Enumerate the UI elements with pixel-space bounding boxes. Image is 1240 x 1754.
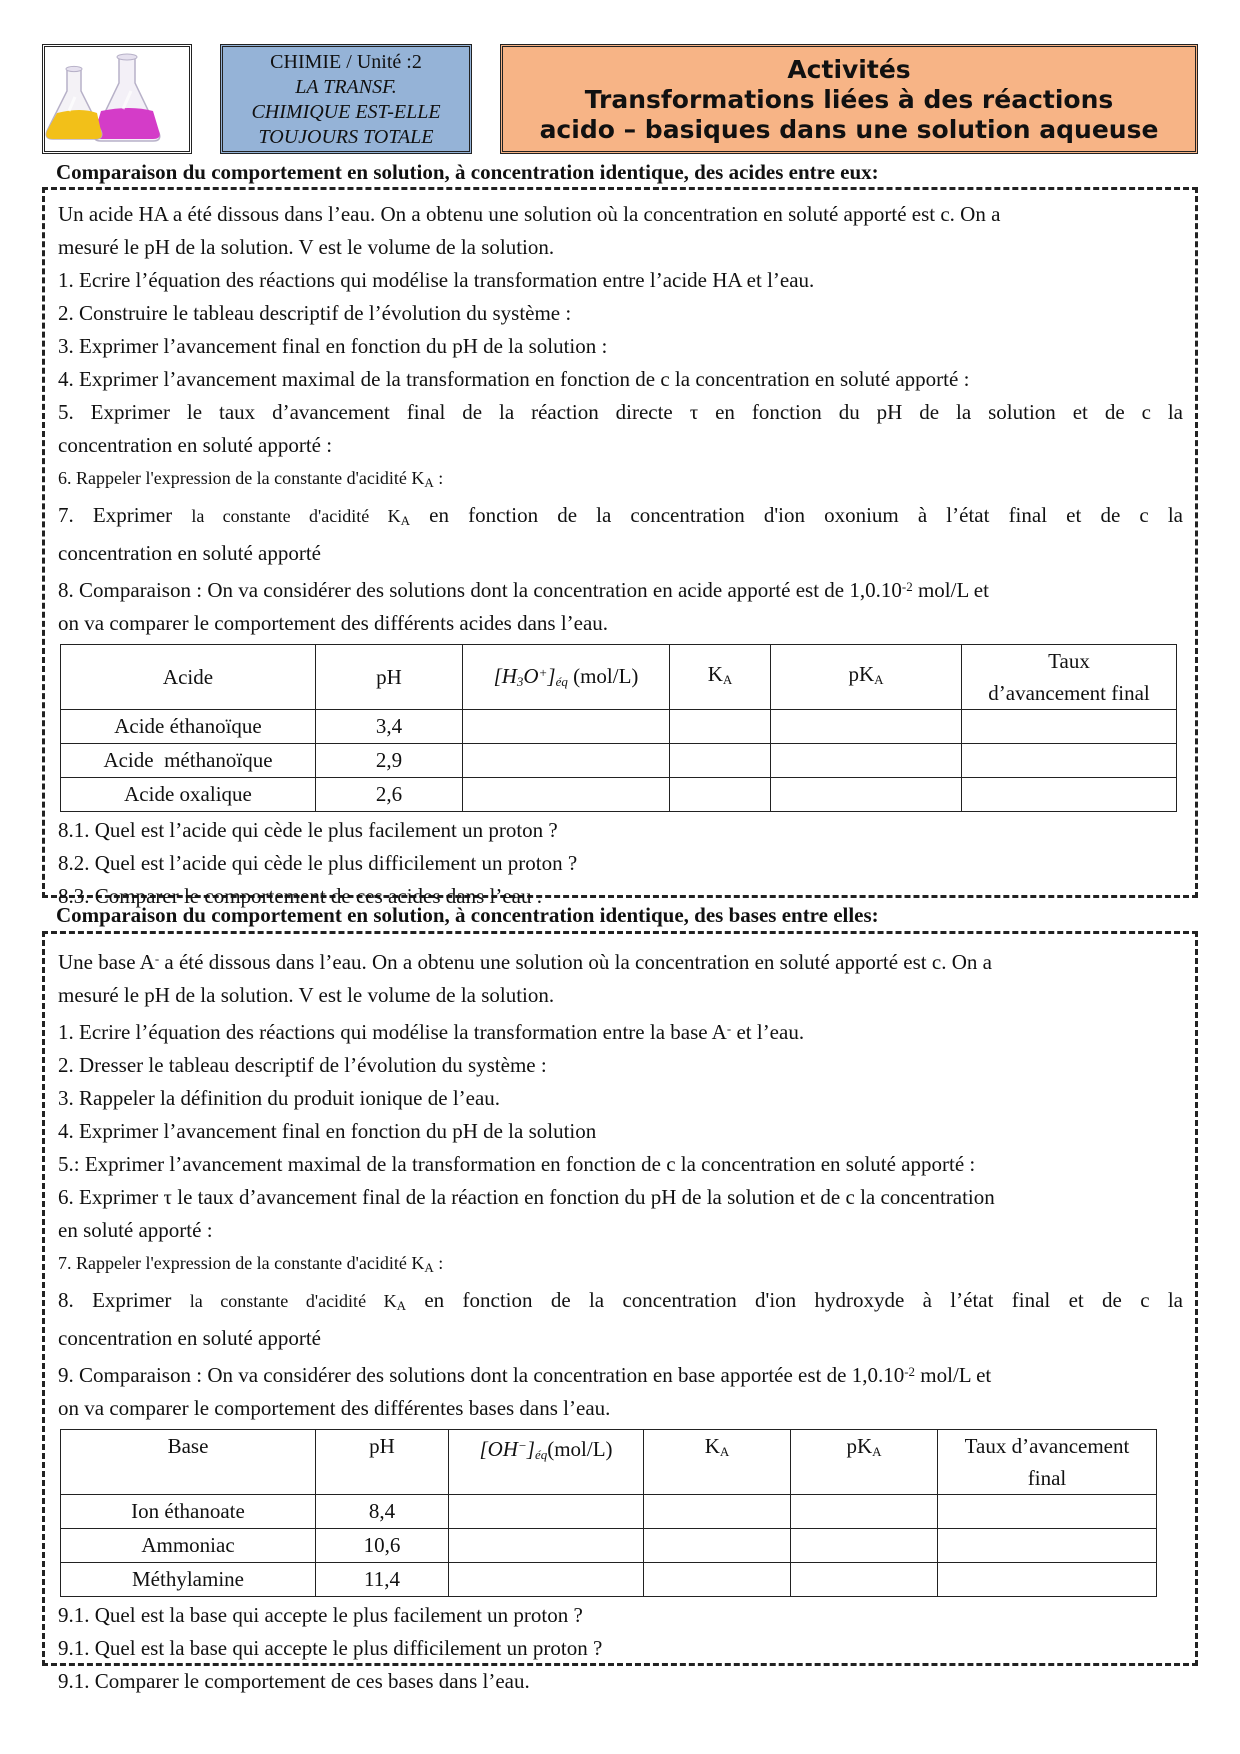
bases-question-8-cont: concentration en soluté apporté [58,1326,321,1350]
bases-question-3: 3. Rappeler la définition du produit ionique de l’eau. [58,1086,501,1110]
unit-box [220,44,472,154]
table-header-row [61,1430,1157,1495]
col-header-ph: pH [316,645,463,710]
acid-ph-cell: 2,6 [316,778,463,812]
acids-question-5-cont: concentration en soluté apporté : [58,433,333,457]
base-ph-cell: 11,4 [316,1563,449,1597]
acids-box [42,187,1198,908]
empty-cell [449,1529,644,1563]
empty-cell [670,778,771,812]
col-header-concentration: $[OH^-]_{éq}(mol/L)$ [449,1430,644,1495]
acids-intro-line: Un acide HA a été dissous dans l’eau. On a obtenu une solution où la concentration en soluté apporté est c. On a [58,202,1001,226]
col-header-pka: $pK_A$ [771,645,962,710]
base-name-cell: Ion éthanoate [61,1495,316,1529]
empty-cell [449,1495,644,1529]
bases-question-1: 1. Ecrire l’équation des réactions qui modélise la transformation entre la base A- et l’eau. [58,1020,805,1044]
bases-question-5: 5.: Exprimer l’avancement maximal de la transformation en fonction de c la concentration en soluté apporté : [58,1152,976,1176]
empty-cell [962,710,1177,744]
table-row [61,778,1177,812]
col-header-ka: $K_A$ [644,1430,791,1495]
acids-question-8: 8. Comparaison : On va considérer des solutions dont la concentration en acide apporté est de $1,0.10^{-2}$ mol/L et [58,578,989,602]
table-row [61,1563,1157,1597]
empty-cell [463,778,670,812]
col-header-taux: Taux d’avancement final [962,645,1177,710]
acids-question-8-3: 8.3. Comparer le comportement de ces acides dans l’eau . [58,884,542,908]
table-row [61,1495,1157,1529]
bases-box [42,931,1198,1693]
empty-cell [644,1495,791,1529]
empty-cell [771,744,962,778]
acid-ph-cell: 2,9 [316,744,463,778]
empty-cell [449,1563,644,1597]
empty-cell [938,1563,1157,1597]
bases-question-7: 7. Rappeler l'expression de la constante d'acidité $K_A$ : [58,1253,444,1275]
table-row [61,710,1177,744]
bases-question-2: 2. Dresser le tableau descriptif de l’évolution du système : [58,1053,547,1077]
unit-title-line: CHIMIQUE EST-ELLE [251,101,441,123]
section-title-acids: Comparaison du comportement en solution, à concentration identique, des acides entre eux: [56,160,879,184]
acids-question-8-cont: on va comparer le comportement des différents acides dans l’eau. [58,611,609,635]
section-title-bases: Comparaison du comportement en solution, à concentration identique, des bases entre elles: [56,903,879,927]
empty-cell [771,710,962,744]
acids-question-7: 7. Exprimer la constante d'acidité $K_A$ en fonction de la concentration d'ion oxonium à l’état final et de c la [58,503,1183,528]
bases-question-9-cont: on va comparer le comportement des différentes bases dans l’eau. [58,1396,611,1420]
base-ph-cell: 10,6 [316,1529,449,1563]
col-header-ph: pH [316,1430,449,1495]
empty-cell [670,710,771,744]
acids-question-1: 1. Ecrire l’équation des réactions qui modélise la transformation entre l’acide HA et l’eau. [58,268,815,292]
empty-cell [463,744,670,778]
table-row [61,744,1177,778]
bases-question-9: 9. Comparaison : On va considérer des solutions dont la concentration en base apportée est de $1,0.10^{-2}$ mol/L et [58,1363,992,1387]
acid-name-cell: Acide éthanoïque [61,710,316,744]
base-ph-cell: 8,4 [316,1495,449,1529]
empty-cell [644,1529,791,1563]
acids-question-5: 5. Exprimer le taux d’avancement final de la réaction directe τ en fonction du pH de la solution et de c la [58,400,1183,424]
empty-cell [962,778,1177,812]
acids-question-8-2: 8.2. Quel est l’acide qui cède le plus difficilement un proton ? [58,851,578,875]
logo-box [42,44,192,154]
col-header-acide: Acide [61,645,316,710]
empty-cell [771,778,962,812]
acids-table [60,644,1177,812]
unit-title-line: TOUJOURS TOTALE [258,126,434,148]
table-header-row [61,645,1177,710]
acid-name-cell: Acide méthanoïque [61,744,316,778]
empty-cell [670,744,771,778]
empty-cell [791,1563,938,1597]
col-header-pka: $pK_A$ [791,1430,938,1495]
col-header-concentration: $[H_3O^+]_{éq}$ (mol/L) [463,645,670,710]
acids-question-7-cont: concentration en soluté apporté [58,541,321,565]
col-header-base: Base [61,1430,316,1495]
title-box [500,44,1198,154]
acids-intro-line: mesuré le pH de la solution. V est le volume de la solution. [58,235,555,259]
empty-cell [463,710,670,744]
acids-question-4: 4. Exprimer l’avancement maximal de la transformation en fonction de c la concentration en soluté apporté : [58,367,970,391]
chemistry-flasks-icon [45,47,189,151]
bases-question-9-1b: 9.1. Quel est la base qui accepte le plus difficilement un proton ? [58,1636,603,1660]
acids-question-8-1: 8.1. Quel est l’acide qui cède le plus facilement un proton ? [58,818,558,842]
acid-name-cell: Acide oxalique [61,778,316,812]
col-header-taux: Taux d’avancement final [938,1430,1157,1495]
table-row [61,1529,1157,1563]
empty-cell [791,1495,938,1529]
page-subtitle-line: acido – basiques dans une solution aqueuse [539,115,1159,144]
empty-cell [791,1529,938,1563]
base-name-cell: Méthylamine [61,1563,316,1597]
bases-question-4: 4. Exprimer l’avancement final en fonction du pH de la solution [58,1119,597,1143]
acids-question-2: 2. Construire le tableau descriptif de l’évolution du système : [58,301,572,325]
bases-question-8: 8. Exprimer la constante d'acidité $K_A$ en fonction de la concentration d'ion hydroxyde à l’état final et de c la [58,1288,1183,1313]
bases-intro-line: Une base A- a été dissous dans l’eau. On a obtenu une solution où la concentration en soluté apporté est c. On a [58,950,992,974]
acid-ph-cell: 3,4 [316,710,463,744]
bases-question-6-cont: en soluté apporté : [58,1218,213,1242]
empty-cell [938,1529,1157,1563]
acids-question-6: 6. Rappeler l'expression de la constante d'acidité $K_A$ : [58,468,444,490]
empty-cell [938,1495,1157,1529]
bases-question-9-1c: 9.1. Comparer le comportement de ces bases dans l’eau. [58,1669,530,1693]
unit-label: CHIMIE / Unité :2 [270,51,422,73]
bases-question-6: 6. Exprimer τ le taux d’avancement final de la réaction en fonction du pH de la solution et de c la concentration [58,1185,995,1209]
acids-question-3: 3. Exprimer l’avancement final en fonction du pH de la solution : [58,334,608,358]
bases-question-9-1: 9.1. Quel est la base qui accepte le plus facilement un proton ? [58,1603,583,1627]
col-header-ka: $K_A$ [670,645,771,710]
base-name-cell: Ammoniac [61,1529,316,1563]
empty-cell [644,1563,791,1597]
page-title: Activités [787,55,911,84]
empty-cell [962,744,1177,778]
bases-table [60,1429,1157,1597]
page-subtitle-line: Transformations liées à des réactions [584,85,1114,114]
bases-intro-line: mesuré le pH de la solution. V est le volume de la solution. [58,983,555,1007]
unit-title-line: LA TRANSF. [295,76,397,98]
